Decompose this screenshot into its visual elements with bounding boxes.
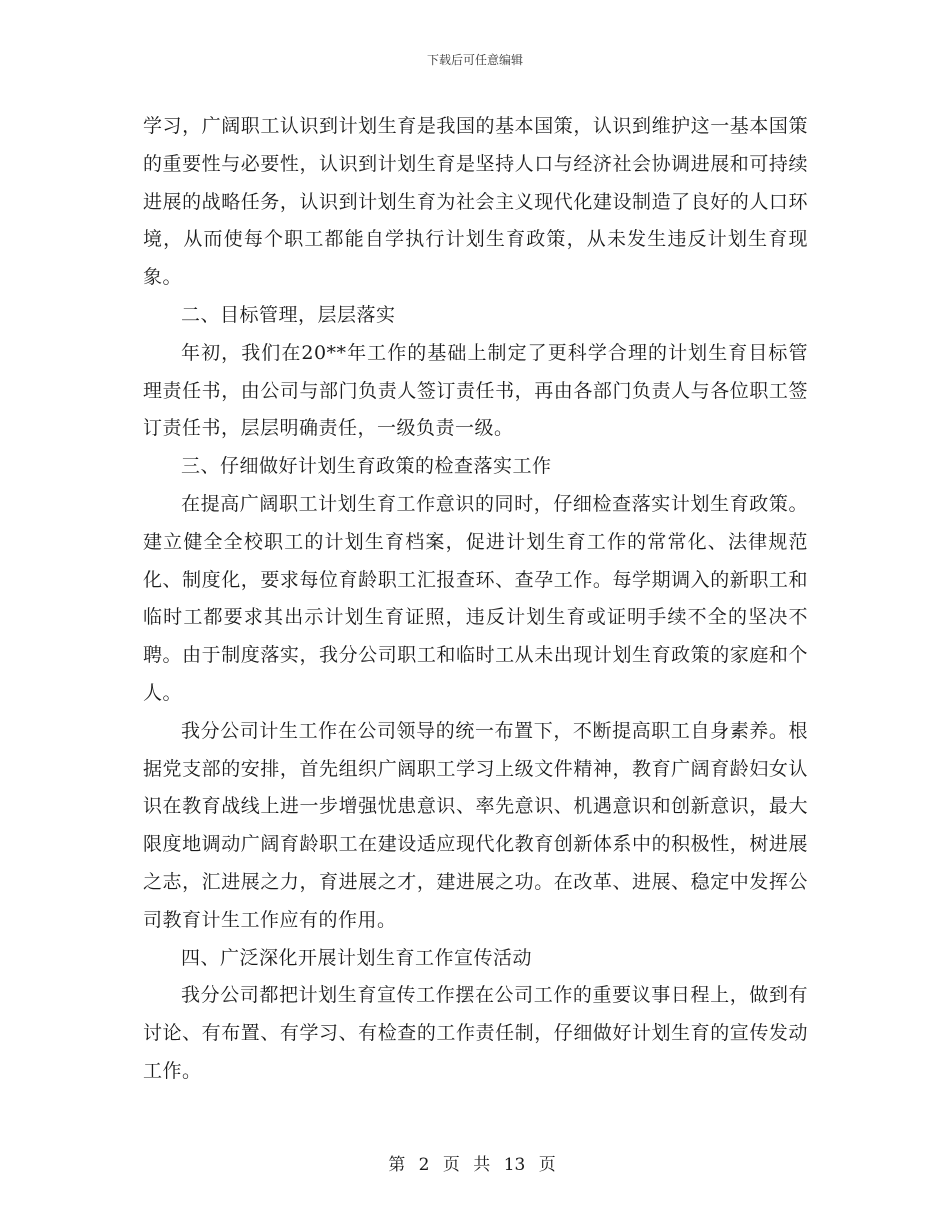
- page-footer: [0, 1154, 950, 1176]
- paragraph-continuation: 学习，广阔职工认识到计划生育是我国的基本国策，认识到维护这一基本国策的重要性与必要性，认识到计划生育是坚持人口与经济社会协调进展和可持续进展的战略任务，认识到计划生育为社会主义现代化建设制造了良好的人口环境，从而使每个职工都能自学执行计划生育政策，从未发生违反计划生育现象。: [143, 115, 808, 289]
- paragraph-publicity: 我分公司都把计划生育宣传工作摆在公司工作的重要议事日程上，做到有讨论、有布置、有学习、有检查的工作责任制，仔细做好计划生育的宣传发动工作。: [143, 984, 808, 1082]
- section-heading-3: 三、仔细做好计划生育政策的检查落实工作: [181, 455, 552, 478]
- section-heading-2: 二、目标管理，层层落实: [181, 303, 396, 326]
- footer-label-gong: 共: [473, 1155, 491, 1175]
- paragraph-staff-quality: 我分公司计生工作在公司领导的统一布置下，不断提高职工自身素养。根据党支部的安排，首先组织广阔职工学习上级文件精神，教育广阔育龄妇女认识在教育战线上进一步增强忧患意识、率先意识、机遇意识和创新意识，最大限度地调动广阔育龄职工在建设适应现代化教育创新体系中的积极性，树进展之志，汇进展之力，育进展之才，建进展之功。在改革、进展、稳定中发挥公司教育计生工作应有的作用。: [143, 719, 808, 931]
- page-header-note: 下载后可任意编辑: [426, 53, 523, 67]
- footer-label-ye-end: 页: [538, 1155, 556, 1175]
- footer-label-di: 第: [388, 1155, 406, 1175]
- section-heading-4: 四、广泛深化开展计划生育工作宣传活动: [181, 946, 533, 969]
- paragraph-policy-check: 在提高广阔职工计划生育工作意识的同时，仔细检查落实计划生育政策。建立健全全校职工的计划生育档案，促进计划生育工作的常常化、法律规范化、制度化，要求每位育龄职工汇报查环、查孕工作。每学期调入的新职工和临时工都要求其出示计划生育证照，违反计划生育或证明手续不全的坚决不聘。由于制度落实，我分公司职工和临时工从未出现计划生育政策的家庭和个人。: [143, 492, 808, 704]
- footer-page-number: 2: [418, 1155, 430, 1175]
- footer-label-ye: 页: [442, 1155, 460, 1175]
- footer-total-pages: 13: [503, 1155, 526, 1175]
- paragraph-target-management: 年初，我们在20**年工作的基础上制定了更科学合理的计划生育目标管理责任书，由公司与部门负责人签订责任书，再由各部门负责人与各位职工签订责任书，层层明确责任，一级负责一级。: [143, 341, 808, 440]
- document-body: [143, 108, 808, 1091]
